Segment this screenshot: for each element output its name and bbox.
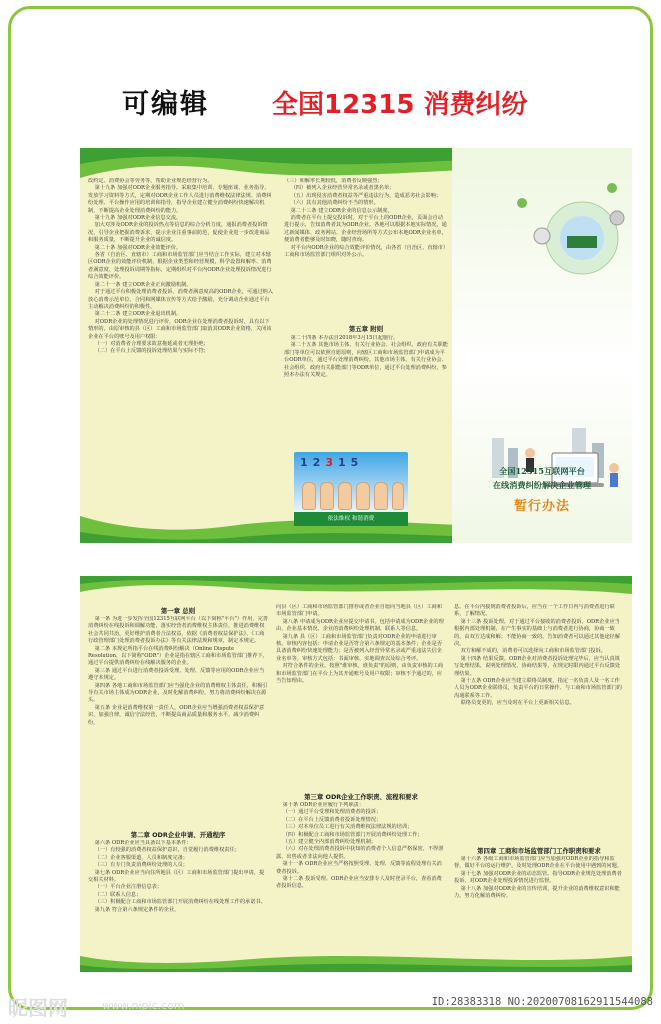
hand-icon xyxy=(374,482,388,510)
cover-title-line1: 全国12315互联网平台 xyxy=(499,466,585,476)
brochure-inner-side xyxy=(80,576,632,972)
hand-icon xyxy=(320,482,334,510)
cover-title-line2: 在线消费纠纷解决企业管理 xyxy=(492,480,592,490)
cover-title-main: 暂行办法 xyxy=(513,499,570,514)
chapter-heading: 第五章 附则 xyxy=(348,325,384,333)
editable-label: 可编辑 xyxy=(122,89,209,120)
text-column-1: 第一条 为进一步发挥全国12315互联网平台（以下简称"平台"）作用，完善消费纠纷在线投诉和调解功能，落实经营者消费维权主体责任，推进消费维权社会共同共治，更好维护消费者合法权益，依据《消费者权益保护法》、《工商行政管理部门处理消费者投诉办法》等有关法律法规和规章，制定本规定。 第二条 本规定所指平台在线消费纠纷解决（Online Dispute Resolution，以下简称"ODR"）企业是指在辖区工商和市场监管部门推荐下，通过平台提供消费纠纷在线解决服务的企业。 第三条 通过平台进行消费者投诉受理、处理、反馈等应用的ODR企业应当遵守本规定。 第四条 各地工商和市场监管部门应当强化企业的消费维权主体责任，积极引导有关市场主体成为ODR企业，及时化解消费纠纷，努力将消费纠纷解决在源头。 第五条 企业是消费维权第一责任人，ODR企业应当增强消费者权益保护意识，加强自律，诚信守法经营，不断提高商品质量和服务水平，减少消费纠纷。 xyxy=(88,616,268,726)
chapter-heading: 第一章 总则 xyxy=(160,607,196,615)
hand-icon xyxy=(302,482,316,510)
banner-digits: 12315 xyxy=(300,456,364,469)
watermark-site: 昵图网 xyxy=(8,996,68,1020)
banner-slogan: 依法维权 和谐消费 xyxy=(294,512,408,526)
watermark-id: ID:28383318 NO:20200708162911544088 xyxy=(431,996,653,1008)
text-column-1b: 第六条 ODR企业应当具备以下基本条件： （一）有较强的消费者权益保护意识，自觉履行消费维权责任； （二）企业客服渠道、人员和制度完备； （三）有专门负责消费纠纷处理的人员； 第七条 ODR企业应当向住所地县（区）工商和市场监管部门提出申请，提交相关材料。 （一）平台企业注册信息表； （二）联系人信息； （三）积极配合工商和市场监管部门开展消费纠纷在线处理工作的承诺书。 第九条 符合第六条规定条件的企业， xyxy=(88,840,266,913)
hands-banner xyxy=(294,452,408,526)
chapter-heading: 第四章 工商和市场监管部门工作职责和要求 xyxy=(477,847,601,855)
page-title: 全国12315 消费纠纷 xyxy=(272,90,528,120)
text-column-3: 息。在平台内接到消费者投诉后，应当在一个工作日内与消费者进行联系，了解情况。 第十三条 投诉处理。对于通过平台接收的消费者投诉，ODR企业应当根据内部处理机制，在产生事实的基础上与消费者进行协商，协商一致的，由双方达成和解；不能协商一致的，告知消费者可以通过其他途径解决。 双方和解不成的，消费者可以选择向工商和市场监管部门投诉。 第十四条 结果反馈。ODR企业对消费者投诉处理完毕后，应当认真填写处理结果，说明处理情况、协商结果等，在规定时限内通过平台反馈处理结果。 第十五条 ODR企业应当建立联络员制度，指定一名负责人及一名工作人员为ODR企业联络员，负责平台的日常操作、与工商和市场监管部门的沟通联系等工作。 联络员变更的，应当及时在平台上更新相关信息。 xyxy=(454,604,622,707)
text-column-3b: 第十六条 各级工商和市场监管部门应当加强对ODR企业的指导和监督，做好平台的运行维护，及时处理ODR企业在平台使用中遇到的问题。 第十七条 加强对ODR企业的动态监管。指导ODR企业规范处理消费者投诉，对ODR企业处理投诉情况进行监督。 第十八条 加强对ODR企业的宣传培训，提升企业的消费维权意识和能力，努力化解消费纠纷。 xyxy=(454,856,622,900)
text-column-2b: 第十条 ODR企业应履行下列职责： （一）通过平台受理和处理消费者的投诉； （二）在平台上反馈消费者投诉处理情况； （三）对本单位员工进行有关消费维权法律法规的培训； （四）积极配合工商和市场监管部门开展消费纠纷处理工作； （五）建立健全内部消费纠纷处理机制； （六）对在处理消费者投诉中获知的消费者个人信息严格保密，不得泄露、出售或者非法向他人提供。 第十一条 ODR企业应当严格按照受理、处理、反馈等流程处理有关消费者投诉。 第十二条 投诉受理。ODR企业应当安排专人及时登录平台，查看消费者投诉信息， xyxy=(276,802,444,890)
text-column-1: 改约定、消费协会等劳务等，帮助企业规范经营行为。 第十九条 加强对ODR企业服务指导。采取集中培训、专题座谈、业务指导、发放学习资料等方式，定期对ODR企业工作人员进行消费维权法律法规、消费纠纷处理、平台操作应用的培训和指导，指导企业建立健全消费纠纷快速解决机制，不断提高企业处理消费纠纷的能力。 第十九条 加强对ODR企业信息交流。 加大对涉及ODR企业的投诉热点等信息的综合分析力度，通报消费者投诉情况，引导企业把握消费诉求，提示企业注重事前防范，促使企业进一步改进商品和服务质量，不断提升企业的诚信度。 第二十条 加强对ODR企业效能评价。 各省（自治区、直辖市）工商和市场监管部门应当结合工作实际，建立对本辖区ODR企业的效能评价机制，根据企业类型和经营规模，科学设置和解率、消费者满意度、处理投诉周期等指标，定期组织对平台内ODR企业处理投诉情况进行综合效能评价。 第二十一条 建立ODR企业正向激励机制。 对于通过平台积极处理消费者投诉、消费者满意度高的ODR企业，可通过纳入放心消费示范单位、合同和网媒体宣传等方式给予激励，充分调动企业通过平台主动解决消费纠纷的积极性。 第二十二条 建立ODR企业退出机制。 对ODR企业的处理情况进行评价，ODR企业在处理消费者投诉时，具有以下情形的，由原审核的县（区）工商和市场监管部门取消其ODR企业资格，关闭该企业在平台的账号及用户权限： （一）对消费者合理要求故意拖延或者无理拒绝； （二）在平台上反馈的投诉处理结果与实际不符； xyxy=(88,178,273,355)
hand-icon xyxy=(338,482,352,510)
chapter-heading: 第二章 ODR企业申请、开通程序 xyxy=(130,831,226,839)
hand-icon xyxy=(356,482,370,510)
chapter-heading: 第三章 ODR企业工作职责、流程和要求 xyxy=(304,793,418,801)
text-column-2: 向县（区）工商和市场监管部门推荐或者企业自愿向当地县（区）工商和市场监管部门申请。 第八条 申请成为ODR企业应提交申请书，包括申请成为ODR企业的理由、企业基本情况、企业的消费纠纷处理机制、联系人等信息。 第九条 县（区）工商和市场监管部门负责对ODR企业的申请进行审核。审核内容包括：申请企业是否符合第六条规定的基本条件；企业是否具备消费纠纷快速处理能力；是否被列入经营异常名录或严重违法失信企业名单等。审核方式包括：书面审核、实地调查以及综合考评。 对符合条件的企业，按照"谁审核，谁负责"的原则，由负责审核的工商和市场监管部门在平台上为其开通账号及用户权限；审核不予通过的，应当告知理由。 xyxy=(276,604,444,685)
hand-icon xyxy=(392,482,404,510)
watermark-url: www.nipic.com xyxy=(102,999,185,1012)
text-column-2: （三）和解率长期较低，消费者反映强烈； （四）被列入企业经营异常名录或者黑名单； （五）出现侵害消费者权益等严重违法行为，造成恶劣社会影响； （六）其有其他消费纠纷不当的情形。 第二十三条 建立ODR企业的信息公示制度。 消费者在平台上提交投诉时，对于平台上的ODR企业，页面会自动进行提示，告知消费者其为ODR企业。各地可以根据本地实际情况，通过新闻媒体、政务网站、企业经营场所等方式公布本地ODR企业名单，便消费者能够及时知晓，随时查询。 对平台内ODR企业的综合效能评价情况，由各省（自治区、直辖市）工商和市场监管部门组织对外公示。 xyxy=(284,178,447,259)
text-column-2b: 第二十四条 本办法自2018年3月15日起施行。 第二十五条 其他市场主体、有关行业协会、社会组织、政府有关职能部门等单位可以依照自愿原则，向辖区工商和市场监管部门申请成为平台ODR单位，通过平台处理消费纠纷。其他市场主体、有关行业协会、社会组织、政府有关职能部门等ODR单位，通过平台处理消费纠纷，参照本办法有关规定。 xyxy=(284,335,448,379)
